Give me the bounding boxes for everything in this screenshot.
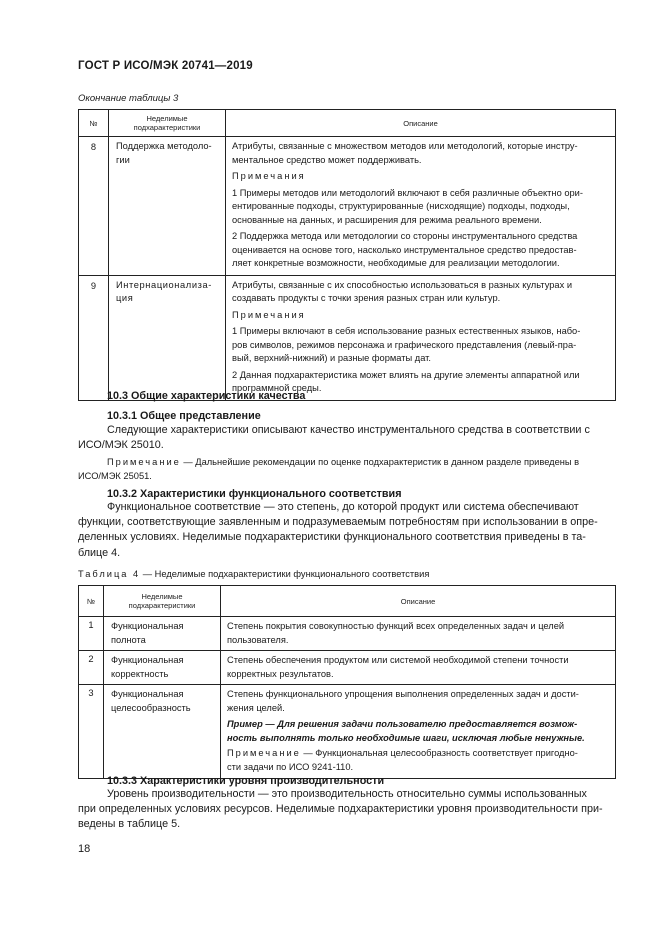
example-text: — Для решения задачи пользователю предоставляется возмож- (262, 719, 578, 729)
table-row (79, 617, 616, 651)
description-line: жения целей. (227, 702, 285, 713)
name-line: гии (116, 154, 130, 165)
description-line: Атрибуты, связанные с множеством методов или методологий, которые инстру- (232, 141, 578, 151)
paragraph-line: Функциональное соответствие — это степень, до которой продукт или система обеспечивают (107, 501, 579, 513)
notes-title: Примечания (232, 171, 306, 181)
paragraph-line: блице 4. (78, 546, 121, 559)
description-line: Степень функционального упрощения выполнения определенных задач и дости- (227, 689, 579, 699)
name-line: Поддержка методоло- (116, 141, 212, 151)
table-row (79, 685, 616, 779)
subcharacteristic-name (104, 617, 221, 651)
table4-caption-text: — Неделимые подхарактеристики функционального соответствия (140, 569, 430, 579)
name-line: Интернационализа- (116, 279, 212, 290)
paragraph-10-3-2 (78, 500, 613, 561)
row-number: 3 (79, 685, 104, 779)
note-line: оценивается на основе того, насколько инструментальное средство предостав- (232, 244, 577, 255)
subcharacteristic-name (109, 137, 226, 276)
note-line: программной среды. (232, 383, 322, 393)
subcharacteristic-name (104, 685, 221, 779)
description-cell (226, 137, 616, 276)
header-description: Описание (226, 110, 616, 137)
name-line: Функциональная (111, 689, 184, 699)
note-label: Примечание (227, 748, 301, 758)
row-number: 8 (79, 137, 109, 276)
subcharacteristic-name (109, 275, 226, 400)
description-cell (221, 617, 616, 651)
paragraph-line: Уровень производительности — это производительность относительно суммы использованных (107, 788, 587, 800)
table-3 (78, 109, 616, 401)
section-title-10-3-2: 10.3.2 Характеристики функционального соответствия (107, 488, 402, 500)
description-cell (226, 275, 616, 400)
note-1 (232, 325, 609, 366)
description-line: корректных результатов. (227, 668, 334, 679)
notes-title: Примечания (232, 309, 306, 320)
note-line: вый, верхний-нижний) и разные форматы дат. (232, 353, 431, 363)
note-line: 1 Примеры включают в себя использование разных естественных языков, набо- (232, 326, 581, 336)
name-line: Функциональная (111, 621, 184, 631)
name-line: ция (116, 293, 134, 303)
paragraph-10-3-1 (78, 423, 613, 453)
table-4 (78, 585, 616, 779)
note-text: — Дальнейшие рекомендации по оценке подхарактеристик в данном разделе приведены в (180, 457, 580, 467)
note-10-3-1 (78, 456, 613, 483)
table-row (79, 651, 616, 685)
table4-caption (78, 568, 429, 582)
row-number: 1 (79, 617, 104, 651)
note-line: ентированные подходы, структурированные (нисходящие) подходы, подходы, (232, 201, 570, 211)
paragraph-line: ведены в таблице 5. (78, 818, 181, 831)
header-subcharacteristics: Неделимые подхарактеристики (109, 110, 226, 137)
description-line: Степень покрытия совокупностью функций всех определенных задач и целей (227, 621, 565, 631)
note-line (78, 456, 613, 470)
description-line: пользователя. (227, 634, 289, 645)
example-line: ность выполнять только необходимые шаги, исключая любые ненужные. (227, 732, 585, 743)
section-title-10-3: 10.3 Общие характеристики качества (107, 390, 306, 402)
paragraph-line: ИСО/МЭК 25010. (78, 439, 164, 452)
description-line: Атрибуты, связанные с их способностью использоваться в разных культурах и (232, 279, 573, 290)
page-number: 18 (78, 843, 91, 855)
note-line: ляет конкретные возможности, необходимые для реализации методологии. (232, 258, 560, 268)
description-line: создавать продукты с точки зрения разных стран или культур. (232, 293, 501, 303)
paragraph-line: деленных условиях. Неделимые подхарактеристики функционального соответствия приведены в та- (78, 531, 586, 544)
note-line: 1 Примеры методов или методологий включают в себя различные объектно ори- (232, 187, 583, 198)
note-label: Примечание (107, 457, 181, 467)
name-line: полнота (111, 634, 146, 645)
note-text: — Функциональная целесообразность соответствует пригодно- (300, 748, 578, 758)
example-line (227, 718, 609, 732)
description-cell (221, 651, 616, 685)
section-title-10-3-1: 10.3.1 Общее представление (107, 410, 261, 422)
note-line: ров символов, режимов персонажа и графического представления (левый-пра- (232, 339, 577, 350)
example-label: Пример (227, 719, 263, 729)
note (227, 747, 609, 774)
note-line: основанные на данных, и расширения для режима реального времени. (232, 214, 542, 225)
name-line: целесообразность (111, 702, 191, 713)
note-line: 2 Поддержка метода или методологии со стороны инструментального средства (232, 231, 578, 241)
header-description: Описание (221, 586, 616, 617)
table4-caption-label: Таблица 4 (78, 569, 141, 579)
header-subcharacteristics: Неделимые подхарактеристики (104, 586, 221, 617)
paragraph-line: функции, соответствующие заявленным и подразумеваемым потребностям при использовании в опре- (78, 516, 598, 529)
note-1 (232, 187, 609, 228)
paragraph-line: при определенных условиях ресурсов. Неделимые подхарактеристики уровня производительности при- (78, 803, 603, 816)
paragraph-10-3-3 (78, 787, 613, 833)
row-number: 9 (79, 275, 109, 400)
example (227, 718, 609, 745)
note-line: сти задачи по ИСО 9241-110. (227, 761, 354, 772)
table-header-row (79, 110, 616, 137)
row-number: 2 (79, 651, 104, 685)
note-line: ИСО/МЭК 25051. (78, 470, 152, 481)
name-line: корректность (111, 668, 169, 679)
note-2 (232, 230, 609, 271)
paragraph-line: Следующие характеристики описывают качество инструментального средства в соответствии с (107, 424, 590, 436)
subcharacteristic-name (104, 651, 221, 685)
description-line: ментальное средство может поддерживать. (232, 154, 422, 165)
description-cell (221, 685, 616, 779)
header-num: № (79, 586, 104, 617)
table-row (79, 275, 616, 400)
name-line: Функциональная (111, 655, 184, 665)
document-header: ГОСТ Р ИСО/МЭК 20741—2019 (78, 60, 253, 72)
description-line: Степень обеспечения продуктом или системой необходимой степени точности (227, 655, 569, 665)
section-title-10-3-3: 10.3.3 Характеристики уровня производительности (107, 775, 385, 787)
note-line (227, 747, 609, 761)
table-row (79, 137, 616, 276)
table3-caption: Окончание таблицы 3 (78, 93, 179, 104)
note-line: 2 Данная подхарактеристика может влиять на другие элементы аппаратной или (232, 369, 580, 380)
table-header-row (79, 586, 616, 617)
header-num: № (79, 110, 109, 137)
